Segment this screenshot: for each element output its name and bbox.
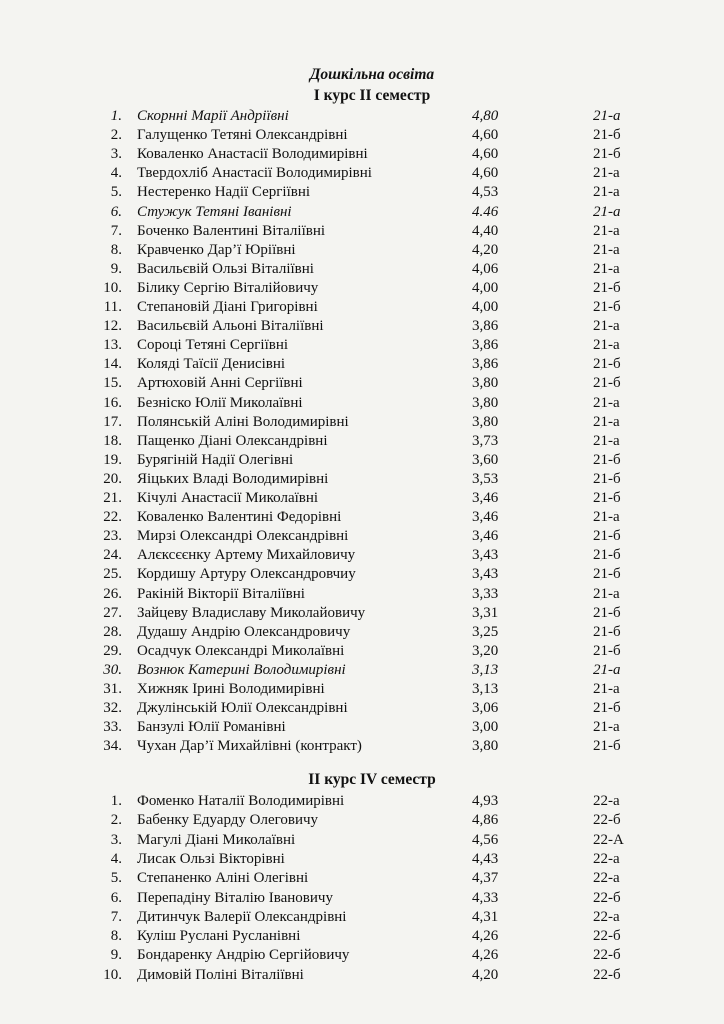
list-row (0, 432, 724, 450)
row-number: 31. (103, 681, 122, 697)
group-code: 21-б (593, 700, 621, 717)
average-score: 3,80 (472, 394, 499, 411)
group-code: 21-а (593, 413, 620, 430)
row-number: 34. (103, 738, 122, 755)
student-name: Дудашу Андрію Олександровичу (137, 623, 351, 640)
row-number: 26. (103, 585, 122, 602)
average-score: 4,86 (472, 812, 499, 829)
student-name: Перепадіну Віталію Івановичу (137, 889, 333, 906)
student-name: Бабенку Едуарду Олеговичу (137, 812, 319, 829)
average-score: 3,13 (472, 681, 499, 697)
row-number: 19. (103, 451, 122, 468)
row-number: 33. (103, 719, 122, 736)
student-name: Хижняк Ірині Володимирівні (137, 681, 325, 697)
average-score: 3,46 (472, 490, 499, 506)
group-code: 21-б (593, 642, 621, 659)
group-code: 22-б (593, 889, 621, 906)
student-name: Боченко Валентині Віталіївні (137, 222, 326, 239)
group-code: 22-б (593, 928, 621, 945)
group-code: 21-а (593, 394, 620, 411)
student-name: Чухан Дар’ї Михайлівні (контракт) (137, 738, 362, 755)
group-code: 22-а (593, 908, 620, 925)
group-code: 21-б (593, 604, 621, 621)
student-name: Куліш Руслані Русланівні (137, 928, 301, 945)
row-number: 2. (110, 812, 122, 829)
list-row (0, 374, 724, 392)
group-code: 21-а (593, 108, 621, 124)
average-score: 4,56 (472, 831, 499, 848)
section-title-2: II курс IV семестр (308, 771, 436, 788)
average-score: 3,86 (472, 337, 499, 354)
row-number: 32. (103, 700, 122, 717)
group-code: 21-б (593, 375, 621, 392)
average-score: 4,37 (472, 870, 499, 887)
average-score: 4,43 (472, 850, 499, 867)
average-score: 4,00 (472, 279, 499, 296)
list-row (0, 792, 724, 810)
group-code: 21-а (593, 585, 620, 602)
row-number: 14. (103, 356, 122, 373)
student-name: Яіцьких Владі Володимирівні (137, 470, 329, 487)
row-number: 25. (103, 566, 122, 583)
student-name: Артюховій Анні Сергіївні (137, 375, 303, 392)
row-number: 5. (110, 184, 122, 201)
student-name: Нестеренко Надії Сергіївні (137, 184, 311, 201)
row-number: 2. (110, 127, 122, 144)
group-code: 21-а (593, 203, 621, 220)
student-name: Васильєвій Альоні Віталіївні (137, 318, 324, 335)
group-code: 21-б (593, 299, 621, 315)
average-score: 3,46 (472, 509, 499, 526)
list-row (0, 927, 724, 945)
row-number: 11. (103, 299, 122, 315)
list-row (0, 336, 724, 354)
group-code: 21-б (593, 490, 621, 506)
list-row (0, 585, 724, 603)
row-number: 6. (110, 889, 122, 906)
row-number: 7. (110, 908, 122, 925)
row-number: 27. (103, 604, 122, 621)
student-name: Фоменко Наталії Володимирівні (137, 793, 345, 809)
list-row (0, 126, 724, 144)
row-number: 13. (103, 337, 122, 354)
average-score: 4.46 (472, 203, 499, 220)
group-code: 21-а (593, 337, 620, 354)
row-number: 9. (110, 947, 122, 964)
average-score: 3,43 (472, 566, 499, 583)
row-number: 1. (110, 108, 122, 124)
row-number: 6. (110, 203, 122, 220)
average-score: 4,60 (472, 165, 499, 182)
row-number: 1. (110, 793, 122, 809)
average-score: 4,26 (472, 947, 499, 964)
row-number: 30. (103, 661, 122, 678)
section-title-1: I курс II семестр (313, 87, 431, 104)
row-number: 18. (103, 432, 122, 449)
list-row (0, 908, 724, 926)
list-row (0, 203, 724, 221)
average-score: 4,06 (472, 260, 499, 277)
list-row (0, 183, 724, 201)
average-score: 3,43 (472, 547, 499, 564)
student-name: Сороці Тетяні Сергіївні (137, 337, 289, 354)
average-score: 4,33 (472, 889, 499, 906)
student-name: Димовій Поліні Віталіївні (137, 966, 304, 983)
row-number: 4. (110, 165, 122, 182)
row-number: 28. (103, 623, 122, 640)
group-code: 21-а (593, 184, 620, 201)
average-score: 3,80 (472, 375, 499, 392)
list-row (0, 527, 724, 545)
student-name: Лисак Ользі Вікторівні (137, 850, 285, 867)
row-number: 24. (103, 547, 122, 564)
average-score: 3,06 (472, 700, 499, 717)
row-number: 9. (110, 260, 122, 277)
list-row (0, 489, 724, 507)
student-name: Осадчук Олександрі Миколаївні (137, 642, 345, 659)
list-row (0, 279, 724, 297)
student-name: Галущенко Тетяні Олександрівні (137, 127, 348, 144)
average-score: 4,40 (472, 222, 499, 239)
average-score: 4,53 (472, 184, 499, 201)
list-row (0, 508, 724, 526)
row-number: 20. (103, 470, 122, 487)
list-row (0, 966, 724, 984)
row-number: 4. (110, 850, 122, 867)
student-name: Пащенко Діані Олександрівні (137, 432, 328, 449)
group-code: 21-б (593, 470, 621, 487)
student-name: Степановій Діані Григорівні (137, 299, 318, 315)
group-code: 21-б (593, 127, 621, 144)
student-name: Коляді Таїсії Денисівні (137, 356, 286, 373)
student-name: Дитинчук Валерії Олександрівні (137, 908, 347, 925)
list-row (0, 680, 724, 698)
list-row (0, 107, 724, 125)
group-code: 21-б (593, 279, 621, 296)
student-name: Степаненко Аліні Олегівні (137, 870, 309, 887)
list-row (0, 298, 724, 316)
row-number: 7. (110, 222, 122, 239)
group-code: 21-а (593, 719, 620, 736)
student-name: Полянській Аліні Володимирівні (137, 413, 349, 430)
group-code: 22-а (593, 793, 620, 809)
list-row (0, 811, 724, 829)
group-code: 21-б (593, 623, 621, 640)
list-row (0, 946, 724, 964)
row-number: 17. (103, 413, 122, 430)
student-name: Твердохліб Анастасії Володимирівні (137, 165, 372, 182)
list-row (0, 451, 724, 469)
group-code: 22-а (593, 870, 620, 887)
list-row (0, 869, 724, 887)
list-row (0, 546, 724, 564)
list-row (0, 145, 724, 163)
student-name: Ракіній Вікторії Віталіївні (137, 585, 305, 602)
row-number: 8. (110, 241, 122, 258)
group-code: 21-б (593, 547, 621, 564)
student-name: Мирзі Олександрі Олександрівні (137, 528, 349, 545)
group-code: 22-б (593, 966, 621, 983)
group-code: 22-А (593, 831, 624, 848)
list-row (0, 317, 724, 335)
list-row (0, 889, 724, 907)
student-name: Вознюк Катерині Володимирівні (137, 661, 346, 678)
row-number: 15. (103, 375, 122, 392)
row-number: 29. (103, 642, 122, 659)
list-row (0, 241, 724, 259)
group-code: 22-а (593, 850, 620, 867)
row-number: 16. (103, 394, 122, 411)
list-row (0, 355, 724, 373)
row-number: 12. (103, 318, 122, 335)
average-score: 3,00 (472, 719, 499, 736)
student-name: Скорнні Марії Андріївні (137, 108, 289, 124)
group-code: 21-а (593, 165, 620, 182)
student-name: Кравченко Дар’ї Юріївні (137, 241, 296, 258)
student-name: Безніско Юлії Миколаївні (137, 394, 303, 411)
average-score: 3,80 (472, 738, 499, 755)
group-code: 22-б (593, 812, 621, 829)
student-name: Зайцеву Владиславу Миколайовичу (137, 604, 366, 621)
group-code: 21-а (593, 241, 620, 258)
average-score: 3,25 (472, 623, 499, 640)
group-code: 21-б (593, 528, 621, 545)
group-code: 21-а (593, 509, 620, 526)
student-name: Кічулі Анастасії Миколаївні (137, 490, 319, 506)
row-number: 22. (103, 509, 122, 526)
list-row (0, 164, 724, 182)
row-number: 5. (110, 870, 122, 887)
student-name: Бурягіній Надії Олегівні (137, 451, 294, 468)
average-score: 4,31 (472, 908, 499, 925)
row-number: 8. (110, 928, 122, 945)
average-score: 3,33 (472, 585, 499, 602)
average-score: 3,80 (472, 413, 499, 430)
group-code: 21-а (593, 222, 620, 239)
list-row (0, 831, 724, 849)
student-name: Білику Сергію Віталійовичу (137, 279, 319, 296)
average-score: 4,20 (472, 966, 499, 983)
list-row (0, 260, 724, 278)
row-number: 21. (103, 490, 122, 506)
group-code: 21-а (593, 661, 621, 678)
list-row (0, 222, 724, 240)
average-score: 3,60 (472, 451, 499, 468)
group-code: 21-а (593, 260, 620, 277)
list-row (0, 850, 724, 868)
row-number: 10. (103, 966, 122, 983)
average-score: 4,60 (472, 127, 499, 144)
average-score: 3,13 (472, 661, 499, 678)
group-code: 21-б (593, 451, 621, 468)
average-score: 3,46 (472, 528, 499, 545)
average-score: 3,86 (472, 356, 499, 373)
average-score: 3,53 (472, 470, 499, 487)
average-score: 3,73 (472, 432, 499, 449)
student-name: Кордишу Артуру Олександровчиу (137, 566, 356, 583)
row-number: 23. (103, 528, 122, 545)
row-number: 3. (110, 831, 122, 848)
average-score: 3,31 (472, 604, 499, 621)
average-score: 4,93 (472, 793, 499, 809)
average-score: 4,80 (472, 108, 499, 124)
average-score: 3,20 (472, 642, 499, 659)
group-code: 21-б (593, 566, 621, 583)
department-heading: Дошкільна освіта (309, 66, 435, 83)
list-row (0, 661, 724, 679)
average-score: 3,86 (472, 318, 499, 335)
row-number: 10. (103, 279, 122, 296)
list-row (0, 737, 724, 755)
average-score: 4,20 (472, 241, 499, 258)
student-name: Бондаренку Андрію Сергійовичу (137, 947, 350, 964)
list-row (0, 699, 724, 717)
list-row (0, 718, 724, 736)
student-name: Банзулі Юлії Романівні (137, 719, 286, 736)
student-name: Магулі Діані Миколаївні (137, 831, 296, 848)
row-number: 3. (110, 146, 122, 163)
list-row (0, 642, 724, 660)
group-code: 21-б (593, 356, 621, 373)
student-name: Коваленко Анастасії Володимирівні (137, 146, 368, 163)
group-code: 21-а (593, 432, 620, 449)
list-row (0, 413, 724, 431)
student-name: Стужук Тетяні Іванівні (137, 203, 292, 220)
group-code: 21-а (593, 681, 620, 697)
list-row (0, 470, 724, 488)
list-row (0, 623, 724, 641)
group-code: 21-б (593, 738, 621, 755)
student-name: Васильєвій Ользі Віталіївні (137, 260, 314, 277)
average-score: 4,00 (472, 299, 499, 315)
list-row (0, 565, 724, 583)
list-row (0, 604, 724, 622)
student-name: Алєксєєнку Артему Михайловичу (137, 547, 356, 564)
group-code: 22-б (593, 947, 621, 964)
list-row (0, 394, 724, 412)
student-name: Джулінській Юлії Олександрівні (137, 700, 348, 717)
group-code: 21-б (593, 146, 621, 163)
group-code: 21-а (593, 318, 620, 335)
student-name: Коваленко Валентині Федорівні (137, 509, 342, 526)
average-score: 4,60 (472, 146, 499, 163)
average-score: 4,26 (472, 928, 499, 945)
